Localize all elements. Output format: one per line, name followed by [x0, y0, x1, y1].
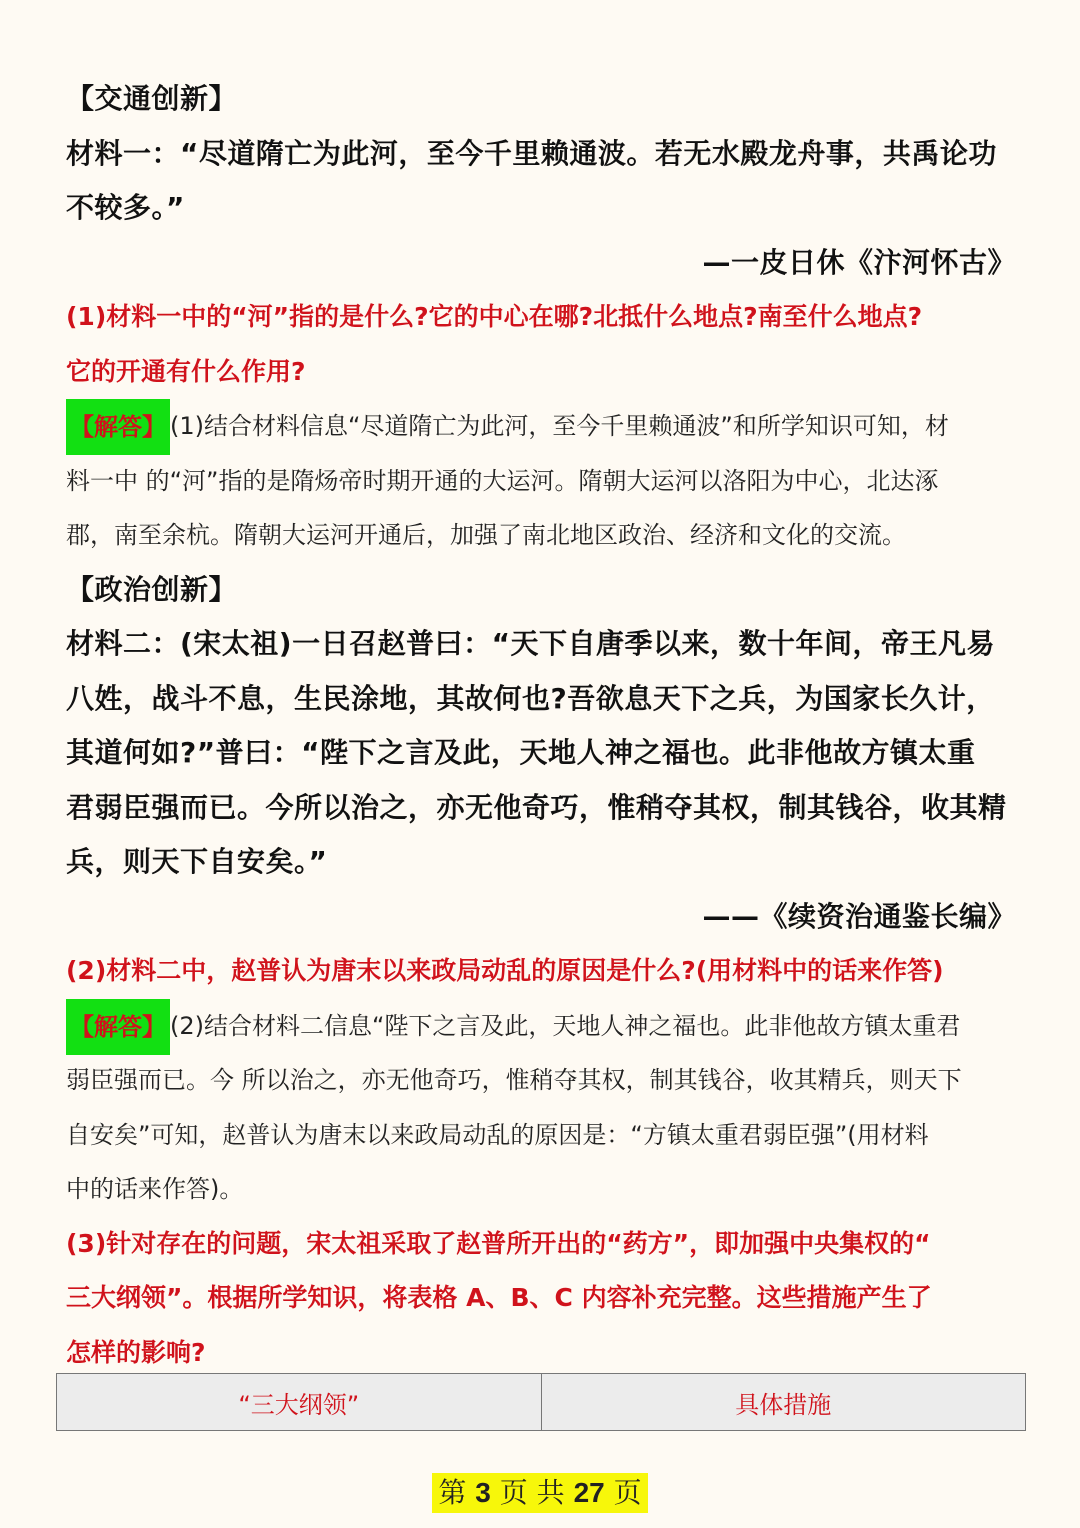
answer-1-line-2: 料一中 的“河”指的是隋炀帝时期开通的大运河。隋朝大运河以洛阳为中心，北达涿 [66, 466, 939, 495]
question-3-line-2: 三大纲领”。根据所学知识，将表格 A、B、C 内容补充完整。这些措施产生了 [66, 1283, 932, 1312]
material-one-line-2: 不较多。” [66, 191, 185, 224]
transport-section-heading: 【交通创新】 [66, 82, 238, 115]
current-page: 3 [475, 1477, 491, 1508]
answer-2-text: (2)结合材料二信息“陛下之言及此，天地人神之福也。此非他故方镇太重君 [170, 1011, 961, 1040]
answer-1-text: (1)结合材料信息“尽道隋亡为此河，至今千里赖通波”和所学知识可知，材 [170, 412, 949, 440]
measures-table [56, 1373, 1026, 1431]
page-footer [0, 1473, 1080, 1513]
answer-2-line-1 [66, 999, 1016, 1054]
material-two-source: ——《续资治通鉴长编》 [702, 899, 1016, 933]
question-1-line-1: (1)材料一中的“河”指的是什么?它的中心在哪?北抵什么地点?南至什么地点? [66, 302, 923, 331]
material-one-source: —一皮日休《汴河怀古》 [702, 245, 1016, 279]
answer-1-line-1 [66, 399, 1016, 454]
total-pages: 27 [573, 1477, 605, 1508]
page-number: 第 3 页 共 27 页 [432, 1473, 647, 1513]
material-two-line-4: 君弱臣强而已。今所以治之，亦无他奇巧，惟稍夺其权，制其钱谷，收其精 [66, 790, 1007, 824]
answer-2-line-2: 弱臣强而已。今 所以治之，亦无他奇巧，惟稍夺其权，制其钱谷，收其精兵，则天下 [66, 1066, 962, 1094]
material-one-line-1: 材料一：“尽道隋亡为此河，至今千里赖通波。若无水殿龙舟事，共禹论功 [66, 136, 997, 170]
answer-label: 【解答】 [66, 399, 170, 455]
table-header-measures: 具体措施 [541, 1374, 1026, 1431]
question-1-line-2: 它的开通有什么作用? [66, 356, 306, 386]
material-two-line-2: 八姓，战斗不息，生民涂地，其故何也?吾欲息天下之兵，为国家长久计， [66, 681, 995, 715]
answer-label: 【解答】 [66, 999, 170, 1055]
table-header-row [57, 1374, 1026, 1431]
material-two-line-5: 兵，则天下自安矣。” [66, 845, 328, 878]
politics-section-heading: 【政治创新】 [66, 572, 238, 606]
answer-1-line-3: 郡，南至余杭。隋朝大运河开通后，加强了南北地区政治、经济和文化的交流。 [66, 521, 906, 549]
material-two-line-3: 其道何如?”普曰：“陛下之言及此，天地人神之福也。此非他故方镇太重 [66, 736, 976, 769]
document-page [66, 72, 1016, 1380]
question-2-line-1: (2)材料二中，赵普认为唐末以来政局动乱的原因是什么?(用材料中的话来作答) [66, 956, 944, 985]
answer-2-line-3: 自安矣”可知，赵普认为唐末以来政局动乱的原因是：“方镇太重君弱臣强”(用材料 [66, 1120, 929, 1149]
material-two-line-1: 材料二：(宋太祖)一日召赵普曰：“天下自唐季以来，数十年间，帝王凡易 [66, 627, 995, 660]
question-3-line-1: (3)针对存在的问题，宋太祖采取了赵普所开出的“药方”，即加强中央集权的“ [66, 1228, 931, 1258]
answer-2-line-4: 中的话来作答)。 [66, 1175, 244, 1203]
table-header-programs: “三大纲领” [57, 1374, 542, 1431]
question-3-line-3: 怎样的影响? [66, 1337, 206, 1367]
